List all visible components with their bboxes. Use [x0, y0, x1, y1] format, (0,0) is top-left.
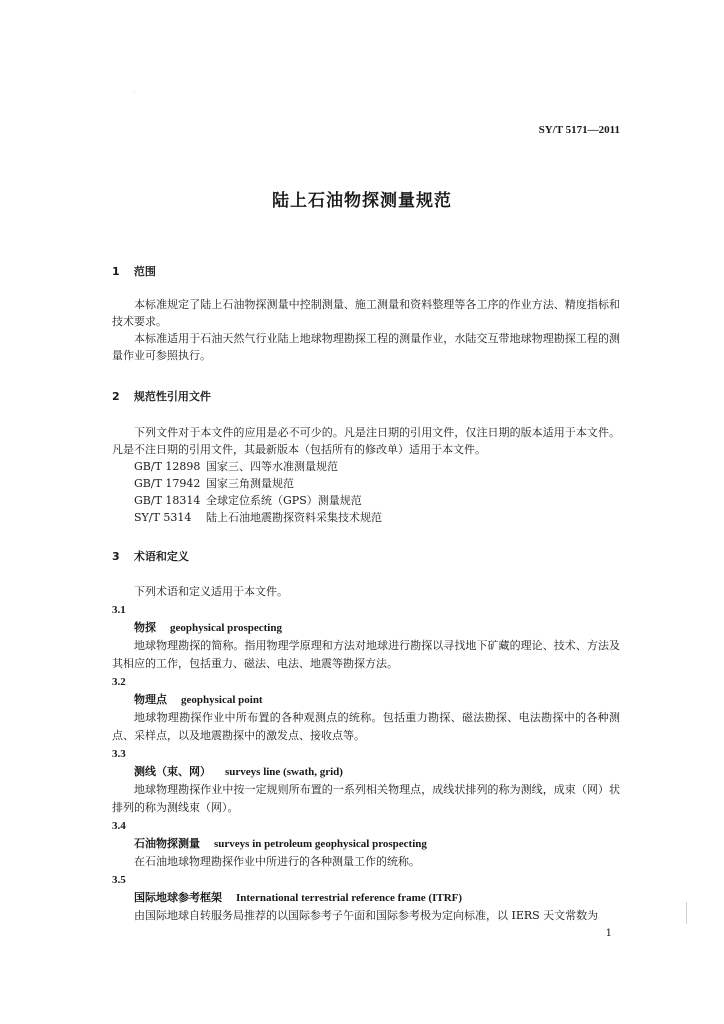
section-heading [112, 263, 620, 280]
reference-code: GB/T 18314 [134, 494, 201, 507]
paragraph: 下列术语和定义适用于本文件。 [134, 585, 288, 598]
term-zh: 国际地球参考框架 [134, 891, 222, 904]
term-en: surveys line (swath, grid) [225, 766, 343, 778]
term-en: geophysical point [181, 694, 263, 706]
term-en: International terrestrial reference frame (ITRF) [236, 892, 463, 904]
term-zh: 石油物探测量 [134, 837, 200, 850]
reference-title: 陆上石油地震勘探资料采集技术规范 [206, 511, 382, 524]
term-en: geophysical prospecting [170, 622, 282, 634]
term-number: 3.3 [112, 748, 126, 760]
reference-code: GB/T 17942 [134, 477, 201, 490]
scan-mark: · [133, 90, 135, 97]
section-title: 规范性引用文件 [133, 390, 211, 403]
scan-edge-mark [686, 902, 687, 924]
section-3 [112, 548, 620, 565]
paragraph: 本标准规定了陆上石油物探测量中控制测量、施工测量和资料整理等各工序的作业方法、精度指标和技术要求。 [112, 298, 620, 328]
section-title: 范围 [133, 265, 156, 278]
section-3-body [112, 583, 620, 925]
reference-item [112, 509, 620, 526]
document-title: 陆上石油物探测量规范 [272, 191, 452, 211]
section-number: 1 [112, 265, 120, 278]
standard-code: SY/T 5171—2011 [538, 124, 620, 136]
reference-item [112, 492, 620, 509]
term-name [112, 889, 620, 907]
reference-code: SY/T 5314 [134, 511, 192, 524]
section-1 [112, 263, 620, 280]
reference-item [112, 458, 620, 475]
term-definition: 地球物理勘探的简称。指用物理学原理和方法对地球进行勘探以寻找地下矿藏的理论、技术、方法及其相应的工作，包括重力、磁法、电法、地震等勘探方法。 [112, 639, 620, 670]
section-title: 术语和定义 [133, 550, 189, 563]
term-name [112, 763, 620, 781]
term-name [112, 691, 620, 709]
term-name [112, 619, 620, 637]
term-name [112, 835, 620, 853]
reference-title: 国家三、四等水准测量规范 [206, 460, 338, 473]
paragraph: 本标准适用于石油天然气行业陆上地球物理勘探工程的测量作业，水陆交互带地球物理勘探工程的测量作业可参照执行。 [112, 332, 620, 362]
section-2 [112, 388, 620, 405]
reference-title: 全球定位系统（GPS）测量规范 [206, 494, 362, 507]
term-definition: 在石油地球物理勘探作业中所进行的各种测量工作的统称。 [134, 855, 420, 868]
term-definition: 地球物理勘探作业中按一定规则所布置的一系列相关物理点，成线状排列的称为测线，成束（网）状排列的称为测线束（网）。 [112, 783, 620, 814]
reference-title: 国家三角测量规范 [206, 477, 294, 490]
paragraph: 下列文件对于本文件的应用是必不可少的。凡是注日期的引用文件，仅注日期的版本适用于本文件。凡是不注日期的引用文件，其最新版本（包括所有的修改单）适用于本文件。 [112, 426, 620, 456]
page-number: 1 [605, 928, 612, 939]
section-heading [112, 388, 620, 405]
reference-code: GB/T 12898 [134, 460, 201, 473]
term-zh: 测线（束、网） [134, 765, 211, 778]
section-1-body [112, 296, 620, 364]
reference-item [112, 475, 620, 492]
term-number: 3.4 [112, 820, 126, 832]
term-number: 3.2 [112, 676, 126, 688]
term-definition: 由国际地球自转服务局推荐的以国际参考子午面和国际参考极为定向标准，以 IERS 天文常数为 [134, 909, 599, 922]
term-number: 3.1 [112, 604, 126, 616]
section-2-body [112, 424, 620, 526]
term-definition: 地球物理勘探作业中所布置的各种观测点的统称。包括重力勘探、磁法勘探、电法勘探中的各种测点、采样点，以及地震勘探中的激发点、接收点等。 [112, 711, 620, 742]
section-number: 2 [112, 390, 120, 403]
term-zh: 物探 [134, 621, 156, 634]
term-number: 3.5 [112, 874, 126, 886]
term-zh: 物理点 [134, 693, 167, 706]
section-number: 3 [112, 550, 120, 563]
term-en: surveys in petroleum geophysical prospecting [214, 838, 427, 850]
section-heading [112, 548, 620, 565]
